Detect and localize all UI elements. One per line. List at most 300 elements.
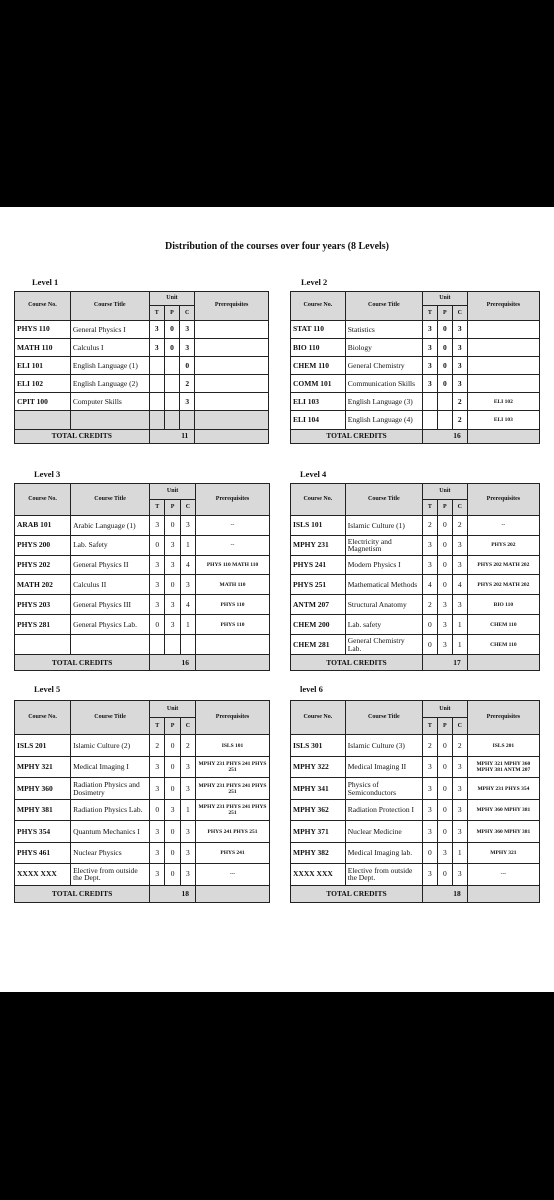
prerequisites: PHYS 110	[196, 595, 270, 615]
course-title: Communication Skills	[345, 375, 422, 393]
unit-c	[180, 411, 195, 429]
course-title: Medical Imaging II	[345, 756, 422, 777]
course-title: Modern Physics I	[345, 555, 422, 575]
course-title: Lab. safety	[345, 615, 422, 635]
prerequisites: MPHY 321 MPHY 360 MPHY 381 ANTM 207	[467, 756, 539, 777]
course-number: MPHY 371	[291, 821, 346, 842]
unit-t	[150, 635, 165, 655]
course-number: MPHY 341	[291, 778, 346, 799]
course-row	[15, 357, 269, 375]
unit-c-header: C	[452, 499, 467, 515]
course-row	[15, 515, 270, 535]
unit-t: 3	[422, 535, 437, 555]
unit-c-header: C	[180, 306, 195, 320]
unit-p: 0	[437, 778, 452, 799]
unit-c: 3	[452, 799, 467, 820]
course-row	[291, 357, 540, 375]
course-title-header: Course Title	[71, 701, 150, 735]
unit-p: 0	[437, 320, 452, 338]
course-no-header: Course No.	[15, 292, 71, 321]
prerequisites: PHYS 110 MATH 110	[196, 555, 270, 575]
unit-c: 3	[452, 756, 467, 777]
course-title: Radiation Physics Lab.	[71, 799, 150, 820]
unit-p: 0	[437, 575, 452, 595]
course-number: BIO 110	[291, 339, 346, 357]
unit-t-header: T	[149, 306, 164, 320]
course-title: Calculus II	[71, 575, 150, 595]
course-title	[70, 411, 149, 429]
course-number: MPHY 321	[15, 756, 71, 777]
total-credits-value: 18	[422, 885, 467, 902]
level-4-label: Level 4	[300, 469, 327, 479]
unit-p	[164, 357, 179, 375]
unit-t: 0	[422, 635, 437, 655]
unit-p: 0	[165, 575, 180, 595]
course-title: Islamic Culture (3)	[345, 735, 422, 756]
unit-t: 2	[422, 595, 437, 615]
prerequisites: PHYS 110	[196, 615, 270, 635]
course-row	[15, 535, 270, 555]
total-credits-value: 18	[150, 885, 196, 902]
unit-c: 3	[452, 320, 467, 338]
unit-p	[165, 635, 180, 655]
course-title-header: Course Title	[71, 484, 150, 516]
unit-t: 3	[150, 864, 165, 885]
prerequisites	[195, 411, 269, 429]
unit-header: Unit	[150, 484, 196, 500]
unit-p: 0	[437, 821, 452, 842]
total-credits-value: 17	[422, 655, 467, 671]
prerequisites-header: Prerequisites	[195, 292, 269, 321]
course-title-header: Course Title	[70, 292, 149, 321]
unit-t: 2	[422, 735, 437, 756]
prerequisites: CHEM 110	[467, 615, 539, 635]
unit-c: 2	[180, 375, 195, 393]
unit-p	[164, 393, 179, 411]
course-row	[291, 756, 540, 777]
unit-c: 2	[452, 393, 467, 411]
unit-t	[422, 393, 437, 411]
course-title	[71, 635, 150, 655]
prerequisites: PHYS 202 MATH 202	[467, 575, 539, 595]
total-credits-blank	[467, 429, 539, 444]
unit-c: 3	[180, 515, 195, 535]
course-number	[15, 635, 71, 655]
course-number: MPHY 322	[291, 756, 346, 777]
prerequisites: ELI 102	[467, 393, 539, 411]
unit-c: 1	[180, 615, 195, 635]
course-row	[15, 595, 270, 615]
unit-c: 3	[180, 575, 195, 595]
unit-p: 3	[165, 535, 180, 555]
unit-c: 1	[180, 535, 195, 555]
course-number: PHYS 251	[291, 575, 346, 595]
total-credits-blank	[467, 885, 539, 902]
unit-t: 0	[422, 842, 437, 863]
prerequisites: BIO 110	[467, 595, 539, 615]
unit-c: 3	[180, 864, 195, 885]
prerequisites: PHYS 202	[467, 535, 539, 555]
unit-p: 0	[437, 339, 452, 357]
prerequisites	[195, 339, 269, 357]
course-number: PHYS 202	[15, 555, 71, 575]
course-row	[15, 635, 270, 655]
prerequisites: --	[467, 515, 539, 535]
unit-p: 0	[165, 735, 180, 756]
course-row	[15, 393, 269, 411]
unit-c: 2	[180, 735, 195, 756]
unit-t: 3	[150, 595, 165, 615]
prerequisites: ELI 103	[467, 411, 539, 429]
unit-p: 0	[437, 357, 452, 375]
unit-c: 0	[180, 357, 195, 375]
course-number: ISLS 101	[291, 515, 346, 535]
course-number: MATH 202	[15, 575, 71, 595]
unit-c: 4	[180, 595, 195, 615]
unit-t: 0	[150, 615, 165, 635]
unit-t: 3	[422, 375, 437, 393]
course-table	[14, 291, 269, 444]
course-title: English Language (4)	[345, 411, 422, 429]
unit-c: 3	[452, 555, 467, 575]
course-number: CHEM 281	[291, 635, 346, 655]
unit-c: 3	[452, 357, 467, 375]
course-title: General Physics I	[70, 320, 149, 338]
unit-header: Unit	[149, 292, 195, 306]
course-number: PHYS 354	[15, 821, 71, 842]
unit-p	[164, 375, 179, 393]
prerequisites: CHEM 110	[467, 635, 539, 655]
total-credits-label: TOTAL CREDITS	[291, 885, 423, 902]
course-number	[15, 411, 71, 429]
unit-c: 3	[180, 842, 195, 863]
course-table	[290, 483, 540, 671]
course-no-header: Course No.	[15, 701, 71, 735]
unit-header: Unit	[422, 701, 467, 718]
course-number: ISLS 201	[15, 735, 71, 756]
prerequisites: ---	[467, 864, 539, 885]
document-page	[0, 207, 554, 992]
course-number: ELI 103	[291, 393, 346, 411]
course-number: ARAB 101	[15, 515, 71, 535]
unit-p: 0	[437, 864, 452, 885]
course-number: ISLS 301	[291, 735, 346, 756]
course-number: ELI 104	[291, 411, 346, 429]
unit-t: 3	[149, 320, 164, 338]
course-number: PHYS 203	[15, 595, 71, 615]
course-table	[290, 700, 540, 903]
unit-p: 0	[165, 821, 180, 842]
course-row	[291, 864, 540, 885]
course-row	[291, 515, 540, 535]
prerequisites-header: Prerequisites	[196, 484, 270, 516]
unit-p: 0	[437, 515, 452, 535]
prerequisites	[467, 339, 539, 357]
course-title: General Physics Lab.	[71, 615, 150, 635]
unit-c-header: C	[180, 499, 195, 515]
course-row	[291, 575, 540, 595]
course-no-header: Course No.	[15, 484, 71, 516]
unit-t-header: T	[422, 718, 437, 735]
unit-p	[437, 411, 452, 429]
course-number: MPHY 360	[15, 778, 71, 799]
unit-c: 3	[180, 393, 195, 411]
course-title: Electricity and Magnetism	[345, 535, 422, 555]
course-row	[15, 821, 270, 842]
unit-t: 3	[422, 320, 437, 338]
prerequisites: --	[196, 535, 270, 555]
unit-header: Unit	[422, 484, 467, 500]
unit-p: 0	[165, 842, 180, 863]
prerequisites	[467, 375, 539, 393]
course-number: PHYS 281	[15, 615, 71, 635]
unit-c: 3	[180, 339, 195, 357]
course-row	[291, 411, 540, 429]
unit-c: 3	[452, 375, 467, 393]
course-number: MATH 110	[15, 339, 71, 357]
prerequisites	[196, 635, 270, 655]
course-title: Elective from outside the Dept.	[345, 864, 422, 885]
unit-c: 3	[452, 778, 467, 799]
prerequisites: ISLS 201	[467, 735, 539, 756]
prerequisites: MPHY 231 PHYS 354	[467, 778, 539, 799]
unit-c: 2	[452, 411, 467, 429]
unit-t: 0	[150, 535, 165, 555]
course-title: Nuclear Medicine	[345, 821, 422, 842]
prerequisites: PHYS 241	[196, 842, 270, 863]
unit-c: 4	[452, 575, 467, 595]
total-credits-blank	[195, 429, 269, 444]
course-title: Computer Skills	[70, 393, 149, 411]
unit-p: 0	[165, 515, 180, 535]
unit-t	[149, 375, 164, 393]
total-credits-blank	[196, 885, 270, 902]
unit-t: 3	[422, 756, 437, 777]
course-title: English Language (2)	[70, 375, 149, 393]
prerequisites: --	[196, 515, 270, 535]
unit-t-header: T	[422, 306, 437, 320]
unit-t: 3	[150, 575, 165, 595]
level-5-label: Level 5	[34, 684, 61, 694]
unit-c-header: C	[452, 306, 467, 320]
total-credits-label: TOTAL CREDITS	[291, 429, 423, 444]
course-row	[291, 842, 540, 863]
course-title: General Physics II	[71, 555, 150, 575]
total-credits-label: TOTAL CREDITS	[15, 885, 150, 902]
unit-t: 3	[149, 339, 164, 357]
level-1-label: Level 1	[32, 277, 59, 287]
unit-p: 0	[164, 320, 179, 338]
course-row	[15, 735, 270, 756]
course-row	[15, 339, 269, 357]
course-number: XXXX XXX	[291, 864, 346, 885]
total-credits-label: TOTAL CREDITS	[15, 429, 150, 444]
course-row	[291, 320, 540, 338]
unit-t: 2	[422, 515, 437, 535]
unit-c: 1	[452, 615, 467, 635]
unit-t: 3	[422, 799, 437, 820]
course-row	[15, 842, 270, 863]
unit-p-header: P	[437, 306, 452, 320]
total-credits-value: 16	[422, 429, 467, 444]
level-5-table	[14, 700, 270, 903]
course-title: Elective from outside the Dept.	[71, 864, 150, 885]
unit-p: 0	[164, 339, 179, 357]
course-title: Mathematical Methods	[345, 575, 422, 595]
course-title: English Language (3)	[345, 393, 422, 411]
course-title: Medical Imaging lab.	[345, 842, 422, 863]
unit-c: 3	[452, 535, 467, 555]
unit-t	[149, 393, 164, 411]
course-number: ANTM 207	[291, 595, 346, 615]
course-number: ELI 102	[15, 375, 71, 393]
course-row	[291, 555, 540, 575]
unit-t: 3	[422, 555, 437, 575]
unit-header: Unit	[422, 292, 467, 306]
course-title: Lab. Safety	[71, 535, 150, 555]
unit-p-header: P	[164, 306, 179, 320]
course-number: PHYS 200	[15, 535, 71, 555]
total-credits-label: TOTAL CREDITS	[291, 655, 423, 671]
course-number: MPHY 362	[291, 799, 346, 820]
unit-p: 3	[165, 595, 180, 615]
unit-c: 2	[452, 515, 467, 535]
unit-t-header: T	[150, 718, 165, 735]
unit-t: 0	[150, 799, 165, 820]
course-row	[291, 595, 540, 615]
total-credits-label: TOTAL CREDITS	[15, 655, 150, 671]
course-number: STAT 110	[291, 320, 346, 338]
prerequisites-header: Prerequisites	[467, 484, 539, 516]
unit-t: 3	[422, 778, 437, 799]
prerequisites: MPHY 231 PHYS 241 PHYS 251	[196, 756, 270, 777]
unit-c: 2	[452, 735, 467, 756]
unit-t: 3	[422, 339, 437, 357]
unit-c: 3	[452, 339, 467, 357]
course-title: Arabic Language (1)	[71, 515, 150, 535]
course-title: Radiation Protection I	[345, 799, 422, 820]
course-row	[15, 756, 270, 777]
course-row	[291, 735, 540, 756]
course-row	[291, 375, 540, 393]
unit-p: 0	[165, 864, 180, 885]
course-title: Physics of Semiconductors	[345, 778, 422, 799]
course-row	[291, 393, 540, 411]
course-title: Calculus I	[70, 339, 149, 357]
unit-p-header: P	[437, 718, 452, 735]
course-row	[15, 411, 269, 429]
unit-t: 0	[422, 615, 437, 635]
course-title: Structural Anatomy	[345, 595, 422, 615]
course-row	[15, 615, 270, 635]
level-2-label: Level 2	[301, 277, 328, 287]
course-title: Biology	[345, 339, 422, 357]
course-title: General Physics III	[71, 595, 150, 615]
unit-p-header: P	[165, 718, 180, 735]
prerequisites-header: Prerequisites	[467, 701, 539, 735]
level-3-label: Level 3	[34, 469, 61, 479]
unit-p: 3	[437, 635, 452, 655]
unit-c-header: C	[452, 718, 467, 735]
course-number: PHYS 241	[291, 555, 346, 575]
course-row	[15, 555, 270, 575]
course-title: Nuclear Physics	[71, 842, 150, 863]
unit-t	[149, 411, 164, 429]
prerequisites	[195, 375, 269, 393]
course-row	[15, 799, 270, 820]
unit-c: 1	[180, 799, 195, 820]
course-number: CPIT 100	[15, 393, 71, 411]
unit-p: 3	[437, 842, 452, 863]
prerequisites-header: Prerequisites	[467, 292, 539, 321]
prerequisites: MPHY 360 MPHY 381	[467, 821, 539, 842]
unit-p: 0	[165, 778, 180, 799]
course-title: Islamic Culture (1)	[345, 515, 422, 535]
unit-c: 4	[180, 555, 195, 575]
course-row	[291, 535, 540, 555]
unit-t: 3	[150, 756, 165, 777]
total-credits-value: 11	[149, 429, 195, 444]
total-credits-blank	[467, 655, 539, 671]
unit-c: 3	[180, 821, 195, 842]
course-table	[14, 700, 270, 903]
course-number: PHYS 461	[15, 842, 71, 863]
document-title: Distribution of the courses over four years (8 Levels)	[164, 241, 390, 252]
total-credits-blank	[196, 655, 270, 671]
unit-t: 3	[150, 778, 165, 799]
course-row	[291, 799, 540, 820]
level-2-table	[290, 291, 540, 444]
course-row	[291, 615, 540, 635]
course-row	[291, 339, 540, 357]
course-title: Islamic Culture (2)	[71, 735, 150, 756]
unit-p	[164, 411, 179, 429]
unit-c: 1	[452, 842, 467, 863]
course-number: MPHY 382	[291, 842, 346, 863]
unit-p-header: P	[165, 499, 180, 515]
unit-p: 0	[437, 799, 452, 820]
unit-p: 0	[437, 555, 452, 575]
prerequisites: PHYS 202 MATH 202	[467, 555, 539, 575]
course-row	[291, 821, 540, 842]
course-title-header: Course Title	[345, 292, 422, 321]
course-no-header: Course No.	[291, 292, 346, 321]
unit-c: 3	[452, 864, 467, 885]
course-number: CHEM 110	[291, 357, 346, 375]
course-title: English Language (1)	[70, 357, 149, 375]
course-row	[15, 778, 270, 799]
unit-c: 1	[452, 635, 467, 655]
course-title: Quantum Mechanics I	[71, 821, 150, 842]
course-number: ELI 101	[15, 357, 71, 375]
prerequisites: PHYS 241 PHYS 251	[196, 821, 270, 842]
course-number: MPHY 231	[291, 535, 346, 555]
total-credits-value: 16	[150, 655, 196, 671]
unit-t: 3	[150, 842, 165, 863]
prerequisites: ISLS 101	[196, 735, 270, 756]
unit-t: 2	[150, 735, 165, 756]
unit-p: 0	[437, 535, 452, 555]
unit-t	[422, 411, 437, 429]
level-3-table	[14, 483, 270, 671]
course-title-header: Course Title	[345, 701, 422, 735]
course-row	[15, 864, 270, 885]
course-table	[14, 483, 270, 671]
prerequisites	[467, 320, 539, 338]
unit-c	[180, 635, 195, 655]
prerequisites: MPHY 231 PHYS 241 PHYS 251	[196, 799, 270, 820]
prerequisites-header: Prerequisites	[196, 701, 270, 735]
